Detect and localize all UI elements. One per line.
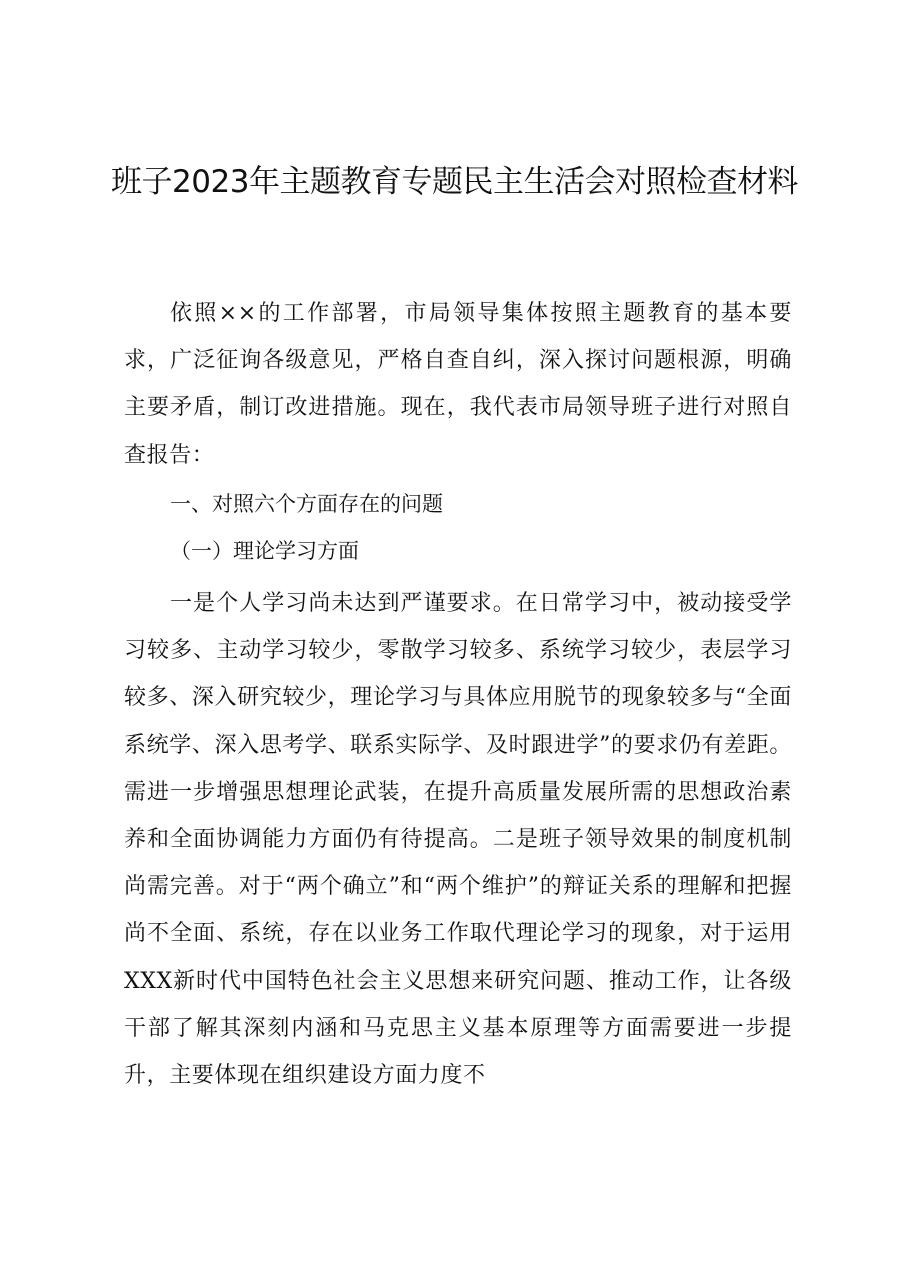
intro-paragraph: 依照××的工作部署，市局领导集体按照主题教育的基本要求，广泛征询各级意见，严格自查自纠，深入探讨问题根源，明确主要矛盾，制订改进措施。现在，我代表市局领导班子进行对照自查报告： [124,301,792,468]
subsection-heading: （一）理论学习方面 [170,539,359,563]
body-paragraph: 一是个人学习尚未达到严谨要求。在日常学习中，被动接受学习较多、主动学习较少，零散学习较多、系统学习较少，表层学习较多、深入研究较少，理论学习与具体应用脱节的现象较多与“全面系统学、深入思考学、联系实际学、及时跟进学”的要求仍有差距。需进一步增强思想理论武装，在提升高质量发展所需的思想政治素养和全面协调能力方面仍有待提高。二是班子领导效果的制度机制尚需完善。对于“两个确立”和“两个维护”的辩证关系的理解和把握尚不全面、系统，存在以业务工作取代理论学习的现象，对于运用XXX新时代中国特色社会主义思想来研究问题、推动工作，让各级干部了解其深刻内涵和马克思主义基本原理等方面需要进一步提升，主要体现在组织建设方面力度不 [124,591,792,1089]
section-heading: 一、对照六个方面存在的问题 [170,492,443,516]
document-title: 班子2023年主题教育专题民主生活会对照检查材料 [111,164,798,200]
